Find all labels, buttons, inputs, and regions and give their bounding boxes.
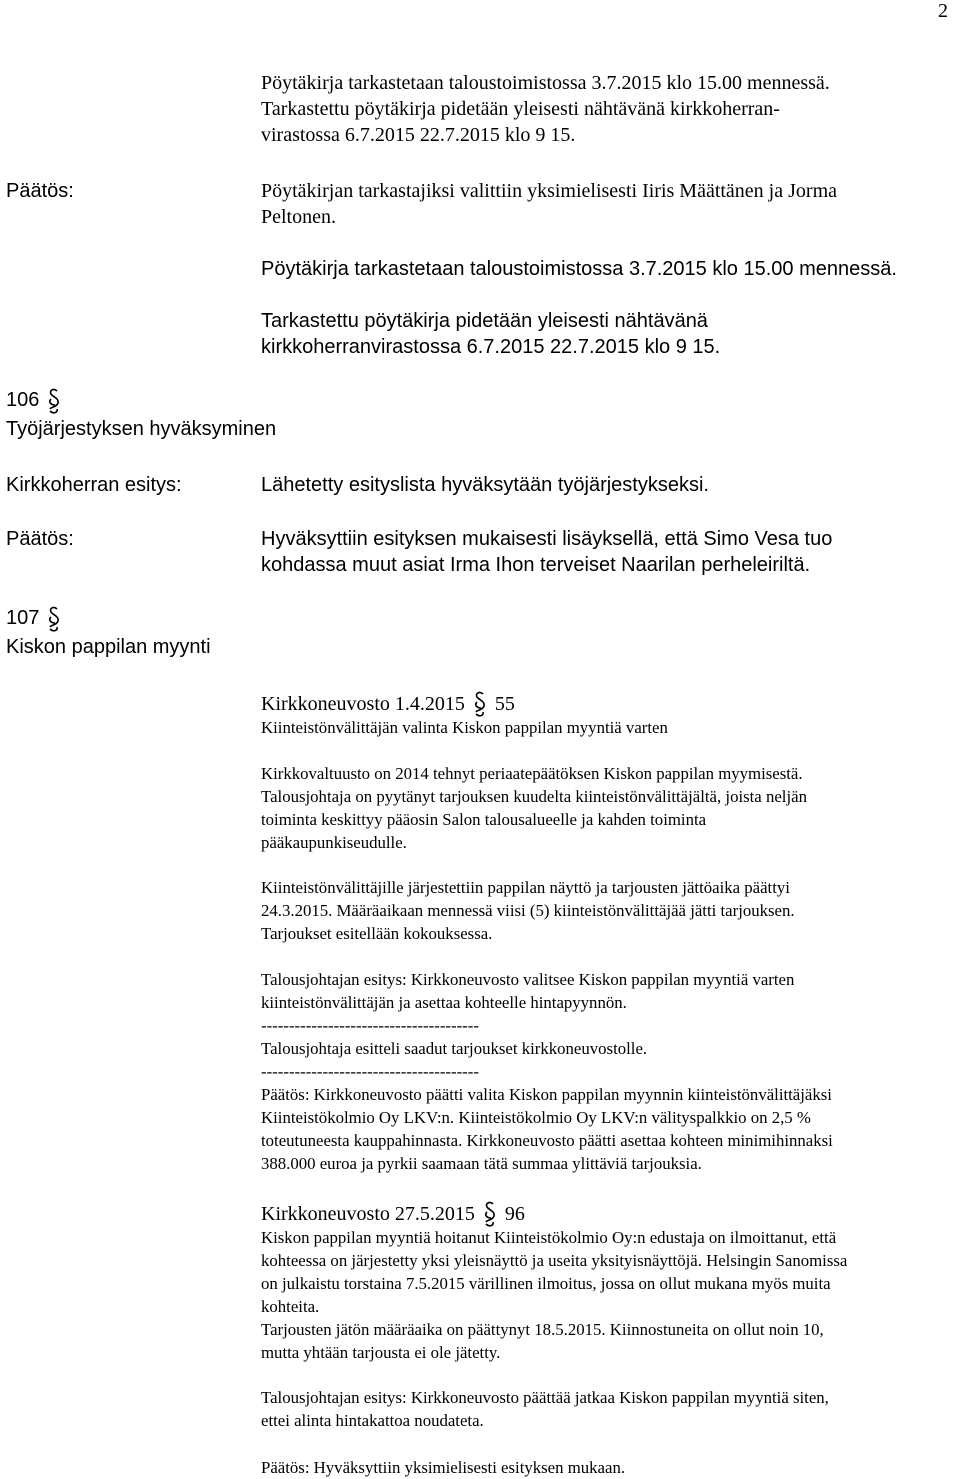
- proposal-text: Lähetetty esityslista hyväksytään työjärjestykseksi.: [261, 474, 709, 496]
- section-sign-icon: [47, 606, 61, 632]
- paragraph-number: 96: [504, 1203, 525, 1225]
- display-line: kirkkoherranvirastossa 6.7.2015 22.7.2015 klo 9 15.: [261, 336, 721, 358]
- check-line: Pöytäkirja tarkastetaan taloustoimistossa 3.7.2015 klo 15.00 mennessä.: [261, 258, 897, 280]
- separator: ---------------------------------------: [261, 1016, 479, 1035]
- body-line: Talousjohtajan esitys: Kirkkoneuvosto päättää jatkaa Kiskon pappilan myyntiä siten,: [261, 1388, 829, 1407]
- council-meeting: Kirkkoneuvosto 27.5.2015: [261, 1203, 475, 1225]
- decision-line: kohdassa muut asiat Irma Ihon terveiset Naarilan perheleiriltä.: [261, 554, 811, 576]
- body-line: Tarjousten jätön määräaika on päättynyt 18.5.2015. Kiinnostuneita on ollut noin 10,: [261, 1320, 824, 1339]
- decision-text: [261, 526, 832, 578]
- body-line: Päätös: Kirkkoneuvosto päätti valita Kiskon pappilan myynnin kiinteistönvälittäjäksi: [261, 1085, 832, 1104]
- section-title: Kiskon pappilan myynti: [6, 636, 211, 658]
- body-line: mutta yhtään tarjousta ei ole jätetty.: [261, 1343, 501, 1362]
- section-106-heading: [6, 386, 276, 444]
- intro-line: Pöytäkirja tarkastetaan taloustoimistossa 3.7.2015 klo 15.00 mennessä.: [261, 72, 830, 94]
- decision-line: Peltonen.: [261, 206, 336, 228]
- display-paragraph: [261, 308, 720, 360]
- final-decision: Päätös: Hyväksyttiin yksimielisesti esityksen mukaan.: [261, 1458, 626, 1477]
- decision-label: Päätös:: [6, 180, 74, 202]
- body-line: toteutuneesta kauppahinnasta. Kirkkoneuvosto päätti asettaa kohteen minimihinnaksi: [261, 1131, 833, 1150]
- council-reference: [261, 1201, 525, 1227]
- body-line: Talousjohtajan esitys: Kirkkoneuvosto valitsee Kiskon pappilan myyntiä varten: [261, 970, 795, 989]
- body-line: kohteessa on järjestetty yksi yleisnäyttö ja useita yksityisnäyttöjä. Helsingin Sanomissa: [261, 1251, 848, 1270]
- proposal-label: Kirkkoherran esitys:: [6, 474, 182, 496]
- body-paragraph: [261, 1083, 833, 1175]
- intro-line: Tarkastettu pöytäkirja pidetään yleisesti nähtävänä kirkkoherran-: [261, 98, 780, 120]
- body-paragraph: [261, 968, 794, 1014]
- section-sign-icon: [47, 388, 61, 414]
- body-line: Kiinteistönvälittäjille järjestettiin pappilan näyttö ja tarjousten jättöaika päättyi: [261, 878, 790, 897]
- body-paragraph: [261, 1386, 829, 1432]
- body-line: Kiinteistökolmio Oy LKV:n. Kiinteistökolmio Oy LKV:n välityspalkkio on 2,5 %: [261, 1108, 811, 1127]
- separator: ---------------------------------------: [261, 1062, 479, 1081]
- body-line: Talousjohtaja esitteli saadut tarjoukset kirkkoneuvostolle.: [261, 1039, 648, 1058]
- body-line: Kirkkovaltuusto on 2014 tehnyt periaatepäätöksen Kiskon pappilan myymisestä.: [261, 764, 803, 783]
- body-line: ettei alinta hintakattoa noudateta.: [261, 1411, 484, 1430]
- body-line: on julkaistu torstaina 7.5.2015 värillinen ilmoitus, jossa on ollut mukana myös muita: [261, 1274, 831, 1293]
- section-number: 107: [6, 607, 40, 629]
- reference-subtitle: Kiinteistönvälittäjän valinta Kiskon pappilan myyntiä varten: [261, 718, 668, 737]
- body-line: Kiskon pappilan myyntiä hoitanut Kiinteistökolmio Oy:n edustaja on ilmoittanut, että: [261, 1228, 837, 1247]
- body-line: 24.3.2015. Määräaikaan mennessä viisi (5) kiinteistönvälittäjää jätti tarjouksen.: [261, 901, 795, 920]
- body-line: Talousjohtaja on pyytänyt tarjouksen kuudelta kiinteistönvälittäjältä, joista neljän: [261, 787, 807, 806]
- body-line: kiinteistönvälittäjän ja asettaa kohteelle hintapyynnön.: [261, 993, 627, 1012]
- display-line: Tarkastettu pöytäkirja pidetään yleisesti nähtävänä: [261, 310, 708, 332]
- council-meeting: Kirkkoneuvosto 1.4.2015: [261, 693, 465, 715]
- section-number: 106: [6, 389, 40, 411]
- intro-line: virastossa 6.7.2015 22.7.2015 klo 9 15.: [261, 124, 576, 146]
- page-number: 2: [938, 0, 948, 22]
- council-reference: [261, 691, 515, 717]
- paragraph-number: 55: [494, 693, 515, 715]
- body-line: toiminta keskittyy pääosin Salon talousalueelle ja kahden toiminta: [261, 810, 707, 829]
- intro-paragraph: [261, 70, 830, 148]
- decision-label: Päätös:: [6, 528, 74, 550]
- body-line: pääkaupunkiseudulle.: [261, 833, 407, 852]
- body-line: kohteita.: [261, 1297, 320, 1316]
- body-paragraph: [261, 762, 807, 854]
- decision-line: Pöytäkirjan tarkastajiksi valittiin yksimielisesti Iiris Määttänen ja Jorma: [261, 180, 837, 202]
- decision-line: Hyväksyttiin esityksen mukaisesti lisäyksellä, että Simo Vesa tuo: [261, 528, 833, 550]
- section-title: Työjärjestyksen hyväksyminen: [6, 418, 277, 440]
- section-107-heading: [6, 604, 211, 662]
- decision-text: [261, 178, 837, 230]
- body-paragraph: [261, 1226, 847, 1364]
- body-line: 388.000 euroa ja pyrkii saamaan tätä summaa ylittäviä tarjouksia.: [261, 1154, 702, 1173]
- section-sign-icon: [473, 691, 487, 717]
- body-line: Tarjoukset esitellään kokouksessa.: [261, 924, 493, 943]
- section-sign-icon: [483, 1201, 497, 1227]
- body-paragraph: [261, 876, 795, 945]
